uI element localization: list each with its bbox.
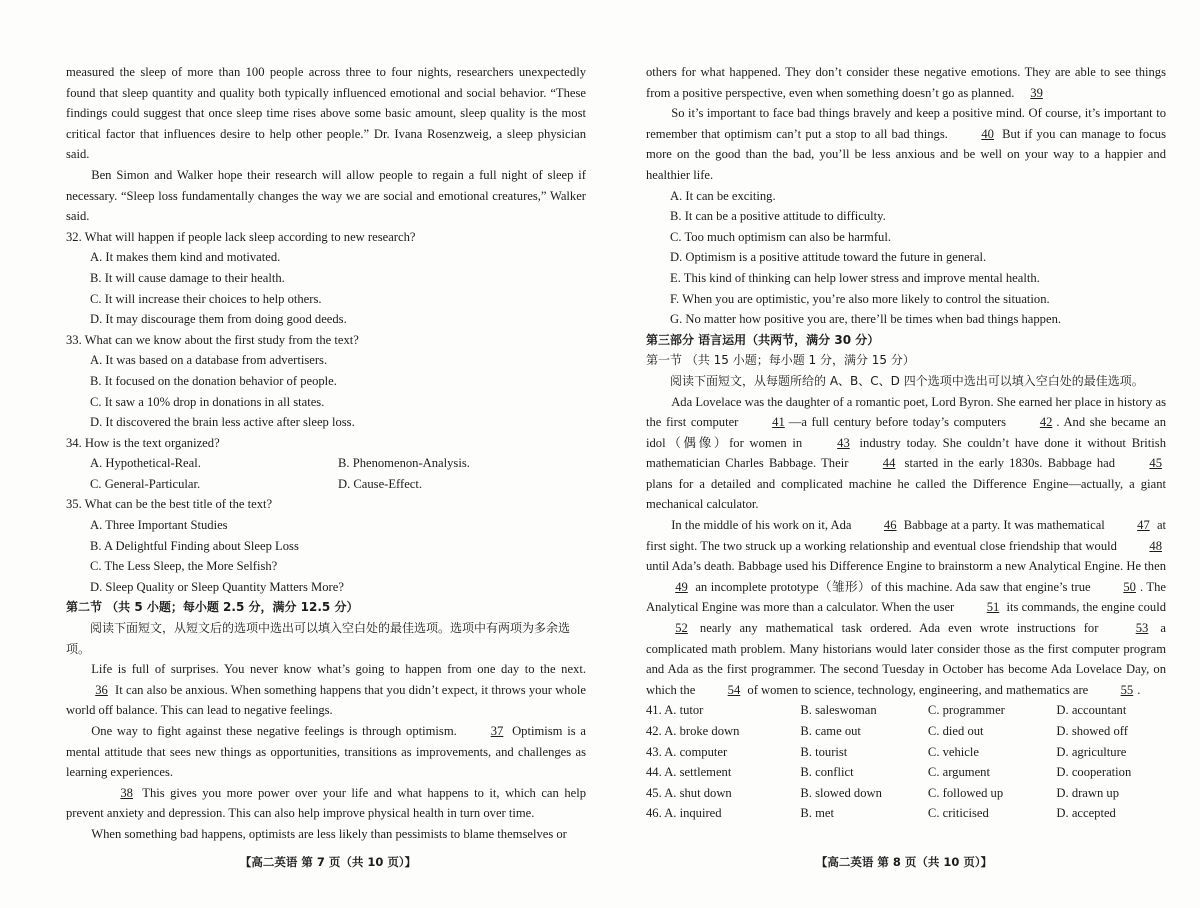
answer-option: B. conflict [800, 765, 854, 780]
answer-option: 46. A. inquired [646, 806, 722, 821]
answer-option: C. criticised [927, 806, 989, 821]
blank-48: 48 [1149, 538, 1162, 553]
answer-option: 44. A. settlement [646, 765, 732, 780]
section-heading: 第二节 （共 5 小题；每小题 2.5 分，满分 12.5 分） [66, 600, 359, 615]
blank-42: 42 [1039, 415, 1053, 430]
answer-option: 43. A. computer [646, 744, 728, 759]
option: C. It will increase their choices to help others. [90, 291, 322, 306]
paragraph: 38 This gives you more power over your life and what happens to it, which can help prevent anxiety and depression. This can also help improve physical health in turn over time. [66, 783, 586, 824]
answer-row [646, 721, 1166, 742]
blank-53: 53 [1135, 621, 1149, 636]
blank-40: 40 [981, 126, 994, 141]
paragraph: So it’s important to face bad things bravely and keep a positive mind. Of course, it’s important to remember that optimism can’t put a stop to all bad things. 40 But if you can manage to focus more on the good than the bad, you’ll be less anxious and be well on your way to a happier and healthier life. [646, 106, 1166, 182]
option: B. It focused on the donation behavior of people. [90, 373, 337, 388]
option: D. It may discourage them from doing good deeds. [90, 312, 347, 327]
blank-41: 41 [772, 415, 785, 430]
option-row [66, 453, 586, 474]
answer-row [646, 700, 1166, 721]
answer-option: D. cooperation [1056, 765, 1132, 780]
blank-51: 51 [986, 600, 1000, 615]
answer-option: C. died out [927, 724, 984, 738]
option: C. Too much optimism can also be harmful. [670, 229, 891, 244]
answer-row [646, 762, 1166, 783]
blank-52: 52 [675, 621, 688, 636]
paragraph: others for what happened. They don’t consider these negative emotions. They are able to see things from a positive perspective, even when something doesn’t go as planned. 39 [646, 62, 1166, 103]
option: B. A Delightful Finding about Sleep Loss [90, 538, 299, 553]
answer-option: C. argument [927, 765, 990, 780]
page-footer-right: 【高二英语 第 8 页（共 10 页）】 [815, 855, 993, 869]
section-instruction: 阅读下面短文，从短文后的选项中选出可以填入空白处的最佳选项。选项中有两项为多余选项。 [66, 621, 571, 656]
answer-option: D. accountant [1056, 703, 1127, 718]
page-footer-left: 【高二英语 第 7 页（共 10 页）】 [239, 855, 417, 869]
paragraph: When something bad happens, optimists are less likely than pessimists to blame themselves or [91, 826, 567, 841]
option: B. It will cause damage to their health. [90, 270, 285, 285]
question-stem: 32. What will happen if people lack sleep according to new research? [66, 229, 416, 244]
answer-option: D. showed off [1056, 724, 1128, 738]
answer-option: 45. A. shut down [646, 785, 732, 800]
answer-option: C. followed up [927, 785, 1004, 800]
option: B. Phenomenon-Analysis. [338, 456, 470, 471]
option: E. This kind of thinking can help lower stress and improve mental health. [670, 270, 1040, 285]
answer-option: 41. A. tutor [646, 703, 704, 718]
answer-option: D. agriculture [1056, 744, 1127, 759]
option: C. The Less Sleep, the More Selfish? [90, 559, 278, 574]
option: B. It can be a positive attitude to difficulty. [670, 209, 886, 224]
answer-row [646, 803, 1166, 824]
answer-option: B. came out [800, 724, 861, 738]
question-stem: 33. What can we know about the first study from the text? [66, 332, 359, 347]
option: G. No matter how positive you are, there’ll be times when bad things happen. [670, 312, 1062, 327]
option: D. Optimism is a positive attitude toward the future in general. [670, 250, 987, 265]
answer-option: B. met [800, 806, 834, 821]
blank-49: 49 [675, 579, 688, 594]
right-page [646, 62, 1166, 824]
blank-37: 37 [490, 724, 504, 738]
paragraph: Life is full of surprises. You never know what’s going to happen from one day to the next. 36 It can also be anxious. When something happens that you didn’t expect, it throws your whole world off balance. This can lead to negative feelings. [66, 662, 586, 718]
part-heading: 第三部分 语言运用（共两节，满分 30 分） [646, 332, 880, 347]
section-heading: 第一节 （共 15 小题；每小题 1 分，满分 15 分） [646, 353, 915, 368]
blank-45: 45 [1149, 456, 1162, 471]
answer-option: B. saleswoman [800, 703, 877, 718]
blank-39: 39 [1030, 85, 1043, 100]
section-instruction: 阅读下面短文，从每题所给的 A、B、C、D 四个选项中选出可以填入空白处的最佳选项。 [670, 373, 1144, 388]
question-stem: 34. How is the text organized? [66, 435, 220, 450]
option: A. It makes them kind and motivated. [90, 250, 281, 265]
answer-option: D. drawn up [1056, 785, 1120, 800]
answer-option: C. vehicle [927, 744, 979, 759]
option: C. General-Particular. [90, 476, 201, 491]
option: D. Sleep Quality or Sleep Quantity Matters More? [90, 579, 344, 594]
option: D. Cause-Effect. [338, 476, 423, 491]
answer-option: D. accepted [1056, 806, 1116, 821]
option: D. It discovered the brain less active after sleep loss. [90, 415, 355, 430]
blank-43: 43 [837, 435, 850, 450]
answer-option: 42. A. broke down [646, 724, 740, 738]
answer-row [646, 742, 1166, 763]
paragraph: In the middle of his work on it, Ada 46 Babbage at a party. It was mathematical 47 at first sight. The two struck up a working relationship and eventual close friendship that would 48 until Ada’s death. Babbage used his Difference Engine to brainstorm a new Analytical Engine. He then 49 an incomplete prototype（雏形）of this machine. Ada saw that engine’s true 50 . The Analytical Engine was more than a calculator. When the user 51 its commands, the engine could 52 nearly any mathematical task ordered. Ada even wrote instructions for 53 a complicated math problem. Many historians would later consider those as the first computer program and Ada as the first programmer. The second Tuesday in October has become Ada Lovelace Day, on which the 54 of women to science, technology, engineering, and mathematics are 55 . [646, 515, 1166, 700]
option: A. It can be exciting. [670, 188, 776, 203]
blank-47: 47 [1137, 518, 1150, 533]
blank-55: 55 [1120, 682, 1134, 697]
blank-38: 38 [120, 785, 133, 800]
paragraph: measured the sleep of more than 100 people across three to four nights, researchers unexpectedly found that sleep quantity and quality both typically influenced emotional and social behavior. “These findings could suggest that once sleep time rises above some basic amount, sleep quality is the most critical factor that influences desire to help other people.” Dr. Ivana Rosenzweig, a sleep physician said. [66, 65, 586, 162]
answer-option: C. programmer [927, 703, 1005, 718]
option: A. It was based on a database from advertisers. [90, 353, 328, 368]
blank-50: 50 [1123, 579, 1136, 594]
left-page [66, 62, 586, 845]
blank-54: 54 [727, 682, 741, 697]
option: C. It saw a 10% drop in donations in all states. [90, 394, 325, 409]
answer-option: B. tourist [800, 744, 848, 759]
question-stem: 35. What can be the best title of the text? [66, 497, 273, 512]
paragraph: Ben Simon and Walker hope their research will allow people to regain a full night of sleep if necessary. “Sleep loss fundamentally changes the way we are social and emotional creatures,” Walker said. [66, 167, 586, 224]
option-row [66, 474, 586, 495]
paragraph: One way to fight against these negative feelings is through optimism. 37 Optimism is a mental attitude that sees new things as opportunities, transitions as improvements, and challenges as learning experiences. [66, 721, 586, 783]
paragraph: Ada Lovelace was the daughter of a romantic poet, Lord Byron. She earned her place in history as the first computer 41 —a full century before today’s computers 42 . And she became an idol（偶像）for women in 43 industry today. She couldn’t have done it without British mathematician Charles Babbage. Their 44 started in the early 1830s. Babbage had 45 plans for a detailed and complicated machine he called the Difference Engine—actually, a giant mechanical calculator. [646, 394, 1167, 512]
answer-option: B. slowed down [800, 785, 882, 800]
option: A. Three Important Studies [90, 518, 228, 533]
blank-36: 36 [95, 682, 108, 697]
option: A. Hypothetical-Real. [90, 456, 201, 471]
blank-44: 44 [882, 456, 896, 471]
blank-46: 46 [883, 518, 897, 533]
answer-row [646, 783, 1166, 804]
option: F. When you are optimistic, you’re also more likely to control the situation. [670, 291, 1050, 306]
